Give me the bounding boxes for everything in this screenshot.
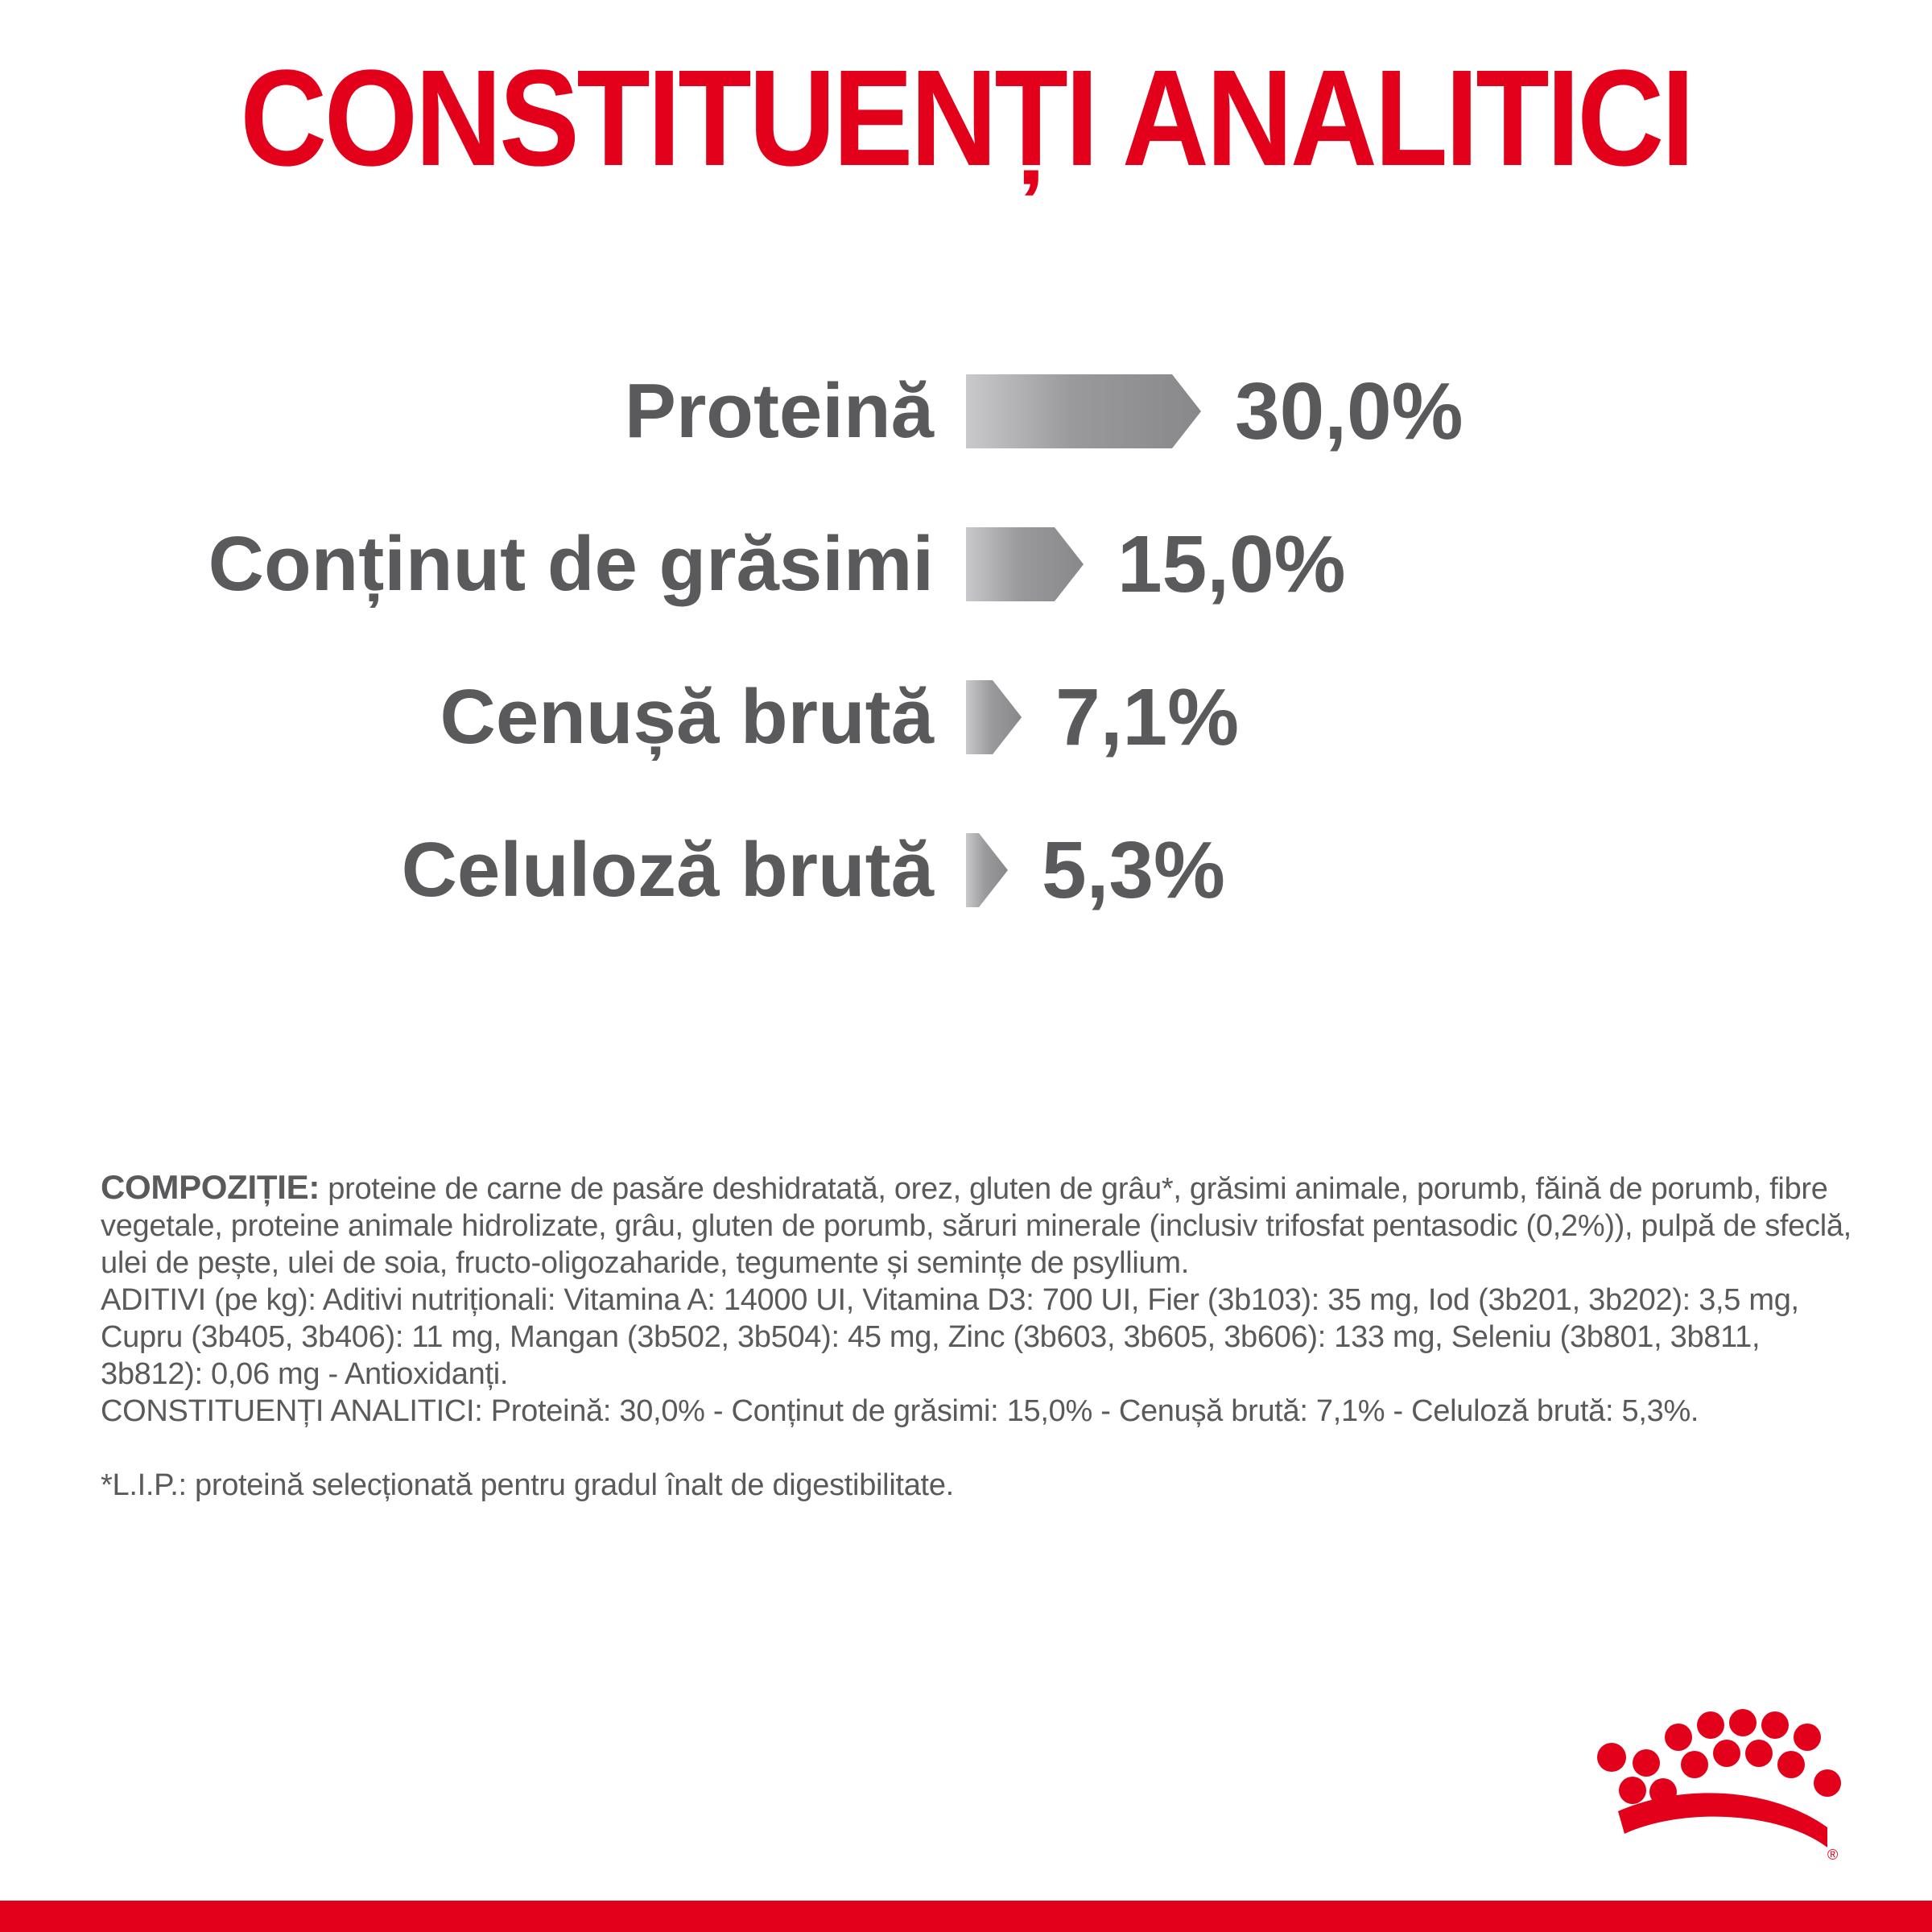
analytical-paragraph: CONSTITUENȚI ANALITICI: Proteină: 30,0% - Conținut de grăsimi: 15,0% - Cenușă brută: 7,1% - Celuloză brută: 5,3%. xyxy=(101,1394,1699,1428)
value-label-0: 30,0% xyxy=(1235,366,1463,456)
value-label-2: 7,1% xyxy=(1055,672,1240,762)
nutrient-bar-chart xyxy=(0,338,1932,966)
crown-logo-icon xyxy=(1586,1707,1852,1868)
page-title: CONSTITUENȚI ANALITICI xyxy=(240,42,1692,195)
bar-2 xyxy=(966,680,1022,754)
bar-3 xyxy=(966,833,1008,907)
category-label-1: Conținut de grăsimi xyxy=(208,521,934,607)
footnote: *L.I.P.: proteină selecționată pentru gradul înalt de digestibilitate. xyxy=(101,1468,954,1502)
bottom-brand-bar xyxy=(0,1901,1932,1932)
additives-paragraph: ADITIVI (pe kg): Aditivi nutriționali: Vitamina A: 14000 UI, Vitamina D3: 700 UI, Fier (3b103): 35 mg, Iod (3b201, 3b202): 3,5 mg, Cupru (3b405, 3b406): 11 mg, Mangan (3b502, 3b504): 45 mg, Zinc (3b603, 3b605, 3b606): 133 mg, Seleniu (3b801, 3b811, 3b812): 0,06 mg - Antioxidanți. xyxy=(101,1283,1799,1391)
category-label-3: Celuloză brută xyxy=(401,827,934,913)
composition-text xyxy=(101,1169,1864,1504)
category-label-2: Cenușă brută xyxy=(440,674,934,760)
value-label-1: 15,0% xyxy=(1117,519,1346,609)
ingredients-text: proteine de carne de pasăre deshidratată, orez, gluten de grâu*, grăsimi animale, porumb, făină de porumb, fibre vegetale, proteine animale hidrolizate, grâu, gluten de porumb, săruri minerale (inclusiv trifosfat pentasodic (0,2%)), pulpă de sfeclă, ulei de pește, ulei de soia, fructo-oligozaharide, tegumente și semințe de psyllium. xyxy=(101,1172,1852,1280)
category-label-0: Proteină xyxy=(624,368,934,454)
ingredients-paragraph xyxy=(101,1169,1864,1282)
value-label-3: 5,3% xyxy=(1042,825,1225,915)
bar-1 xyxy=(966,527,1084,601)
registered-mark: ® xyxy=(1827,1847,1839,1863)
composition-lead: COMPOZIȚIE: xyxy=(101,1168,320,1206)
bar-0 xyxy=(966,374,1201,448)
